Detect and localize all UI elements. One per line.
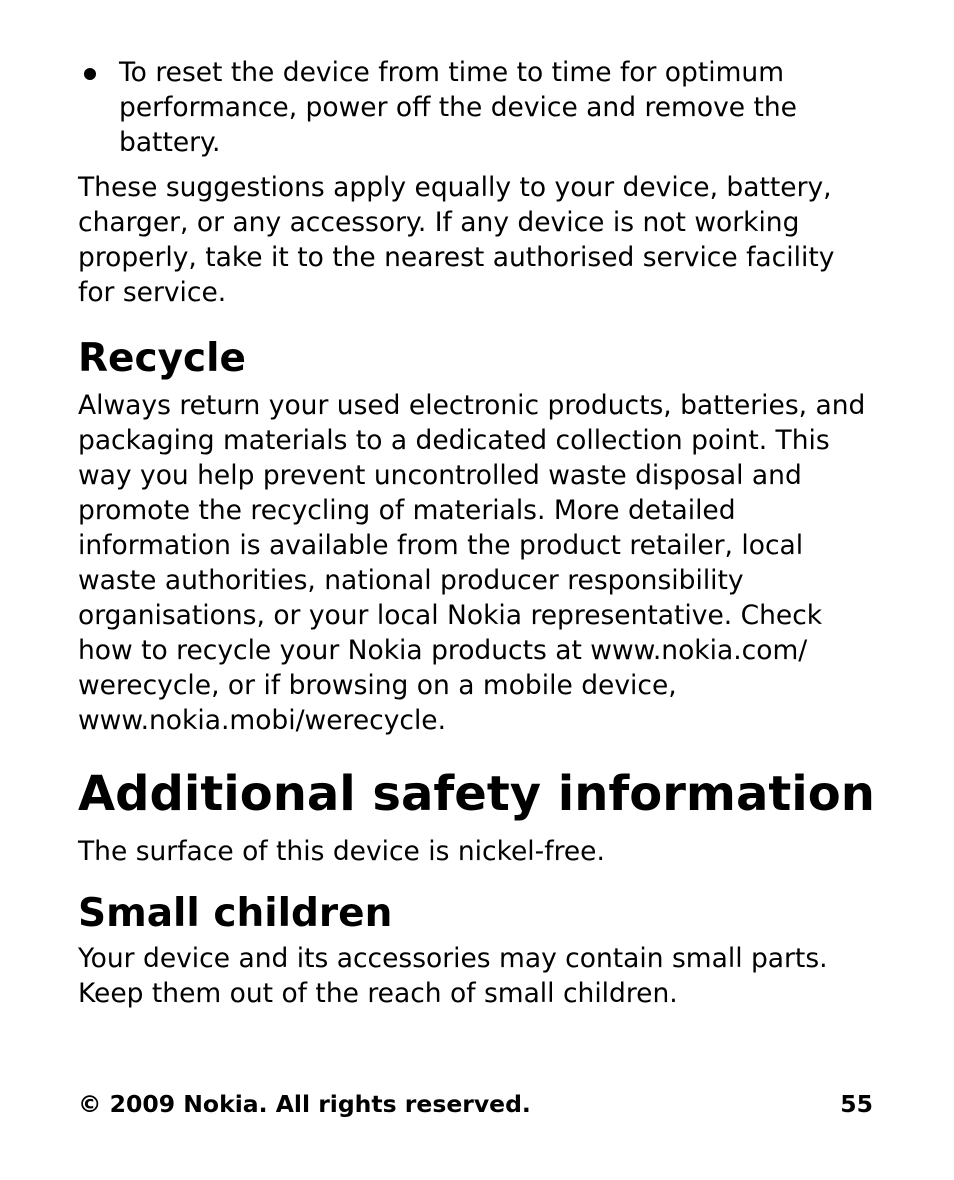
copyright-text: © 2009 Nokia. All rights reserved.: [78, 1090, 531, 1118]
page-footer: [78, 1089, 873, 1119]
small-children-paragraph: Your device and its accessories may contain small parts. Keep them out of the reach of small children.: [78, 943, 828, 1009]
bullet-icon: [84, 68, 96, 80]
additional-safety-heading: Additional safety information: [78, 766, 875, 822]
bullet-text: To reset the device from time to time for optimum performance, power off the device and remove the battery.: [119, 57, 797, 158]
recycle-heading: Recycle: [78, 336, 246, 381]
nickel-free-paragraph: The surface of this device is nickel-free.: [78, 836, 605, 867]
intro-paragraph: These suggestions apply equally to your device, battery, charger, or any accessory. If any device is not working properly, take it to the nearest authorised service facility for service.: [78, 172, 835, 308]
page-number: 55: [840, 1090, 873, 1118]
small-children-heading: Small children: [78, 891, 393, 936]
page-content: [78, 55, 878, 1011]
recycle-paragraph: Always return your used electronic products, batteries, and packaging materials to a dedicated collection point. This way you help prevent uncontrolled waste disposal and promote the recycling of materials. More detailed information is available from the product retailer, local waste authorities, national producer responsibility organisations, or your local Nokia representative. Check how to recycle your Nokia products at www.nokia.com/ werecycle, or if browsing on a mobile device, www.nokia.mobi/werecycle.: [78, 390, 866, 736]
list-item: [78, 55, 878, 160]
